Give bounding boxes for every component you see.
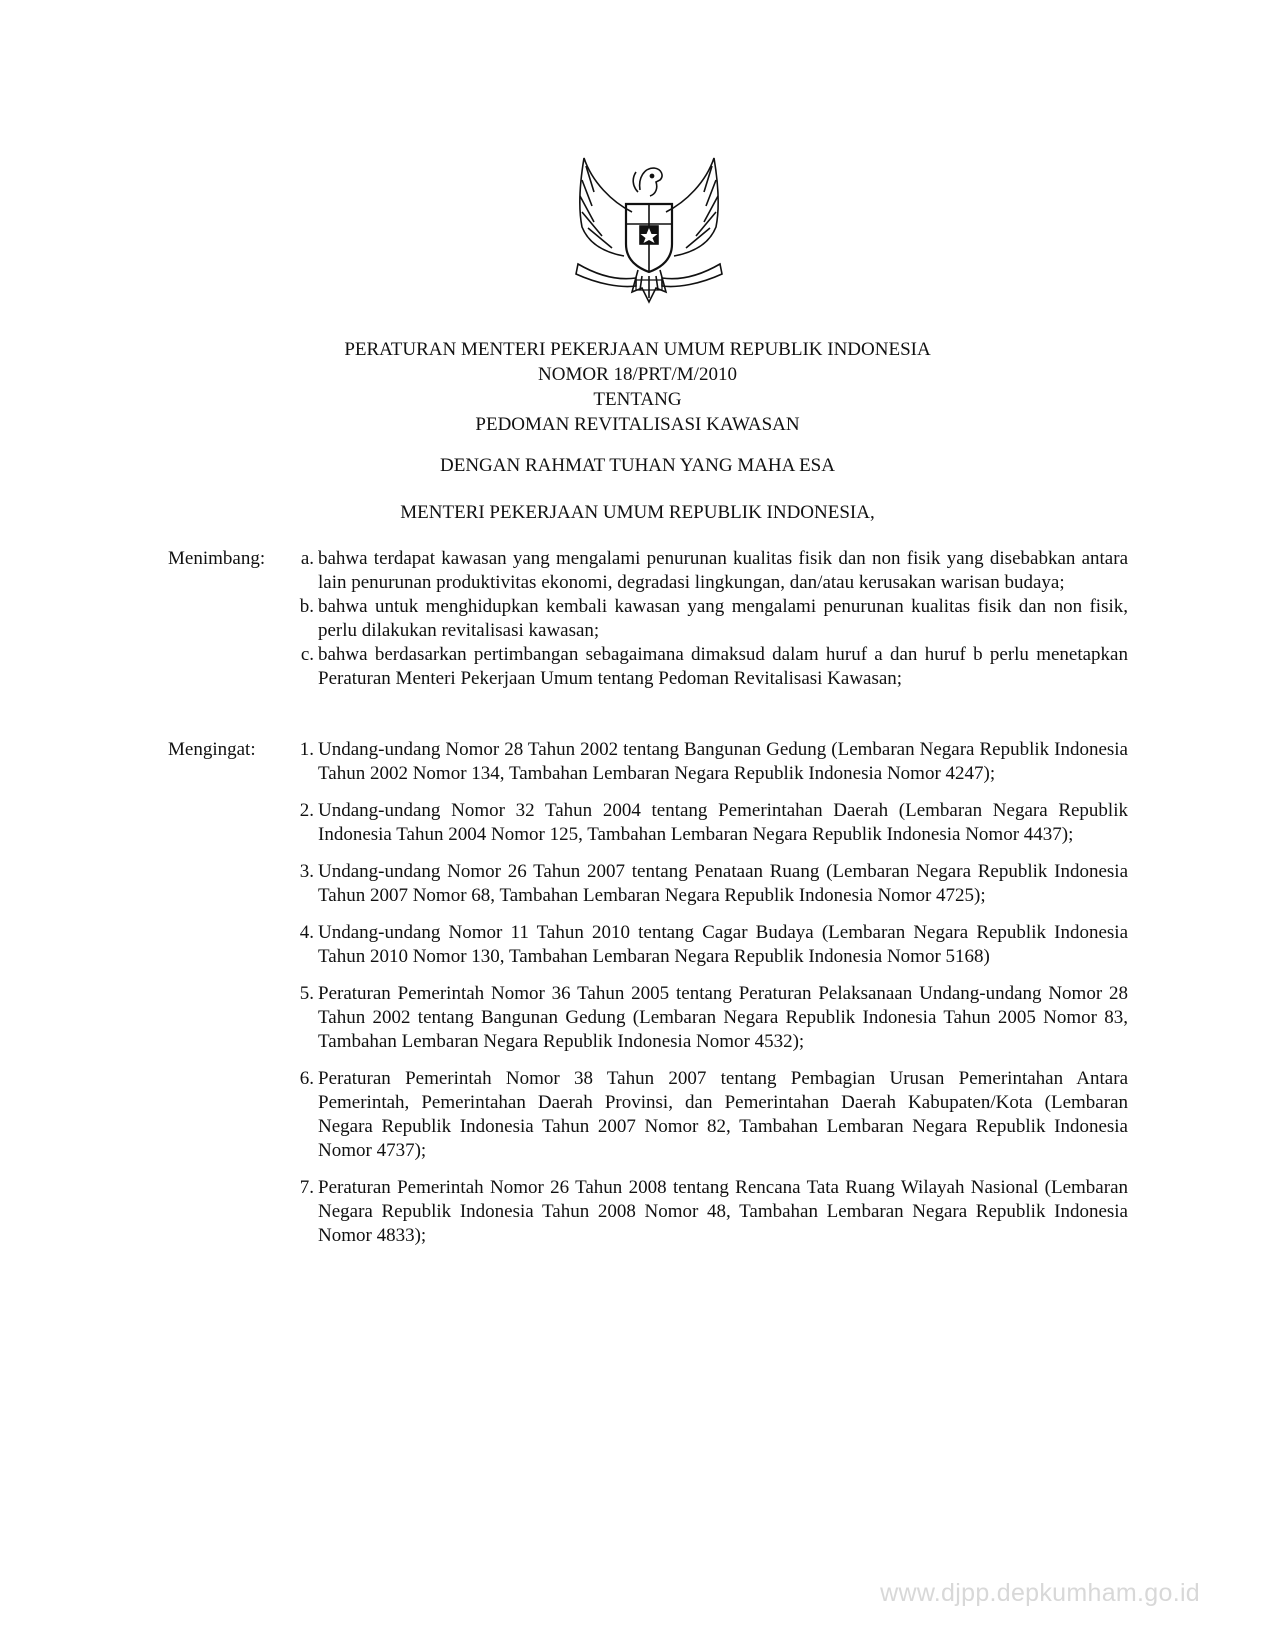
list-item-text: Undang-undang Nomor 11 Tahun 2010 tentang Cagar Budaya (Lembaran Negara Republik Indonesia Tahun 2010 Nomor 130, Tambahan Lembaran Negara Republik Indonesia Nomor 5168) [318, 922, 1128, 967]
list-marker: b. [299, 596, 314, 617]
garuda-pancasila-emblem-icon [572, 152, 726, 310]
list-item [299, 860, 1128, 908]
list-item-text: Peraturan Pemerintah Nomor 38 Tahun 2007 tentang Pembagian Urusan Pemerintahan Antara Pemerintah, Pemerintahan Daerah Provinsi, dan Pemerintahan Daerah Kabupaten/Kota (Lembaran Negara Republik Indonesia Tahun 2007 Nomor 82, Tambahan Lembaran Negara Republik Indonesia Nomor 4737); [318, 1068, 1128, 1161]
list-marker: 5. [299, 983, 314, 1004]
list-marker: c. [300, 644, 314, 665]
list-item [299, 738, 1128, 786]
list-marker: 6. [299, 1068, 314, 1089]
invocation: DENGAN RAHMAT TUHAN YANG MAHA ESA [440, 455, 835, 476]
list-item-text: Undang-undang Nomor 32 Tahun 2004 tentang Pemerintahan Daerah (Lembaran Negara Republik Indonesia Tahun 2004 Nomor 125, Tambahan Lembaran Negara Republik Indonesia Nomor 4437); [318, 800, 1128, 845]
list-item [299, 595, 1128, 643]
watermark-url: www.djpp.depkumham.go.id [880, 1579, 1200, 1607]
list-marker: 4. [299, 922, 314, 943]
title-line-number: NOMOR 18/PRT/M/2010 [538, 364, 737, 385]
title-line-1: PERATURAN MENTERI PEKERJAAN UMUM REPUBLIK INDONESIA [344, 339, 931, 360]
list-item-text: Peraturan Pemerintah Nomor 26 Tahun 2008 tentang Rencana Tata Ruang Wilayah Nasional (Lembaran Negara Republik Indonesia Tahun 2008 Nomor 48, Tambahan Lembaran Negara Republik Indonesia Nomor 4833); [318, 1177, 1128, 1246]
list-item [299, 1067, 1128, 1163]
title-line-subject: PEDOMAN REVITALISASI KAWASAN [475, 414, 800, 435]
list-item-text: Undang-undang Nomor 28 Tahun 2002 tentang Bangunan Gedung (Lembaran Negara Republik Indonesia Tahun 2002 Nomor 134, Tambahan Lembaran Negara Republik Indonesia Nomor 4247); [318, 739, 1128, 784]
regulation-title [0, 337, 1275, 437]
list-item [299, 982, 1128, 1054]
list-marker: 2. [299, 800, 314, 821]
menimbang-label: Menimbang: [168, 548, 266, 569]
list-marker: 1. [299, 739, 314, 760]
minister-heading: MENTERI PEKERJAAN UMUM REPUBLIK INDONESIA, [400, 502, 875, 523]
list-item [300, 547, 1128, 595]
mengingat-section [168, 738, 1128, 1248]
list-marker: a. [300, 548, 314, 569]
mengingat-label: Mengingat: [168, 739, 256, 760]
list-item-text: Peraturan Pemerintah Nomor 36 Tahun 2005 tentang Peraturan Pelaksanaan Undang-undang Nomor 28 Tahun 2002 tentang Bangunan Gedung (Lembaran Negara Republik Indonesia Tahun 2005 Nomor 83, Tambahan Lembaran Negara Republik Indonesia Nomor 4532); [318, 983, 1128, 1052]
list-item-text: bahwa terdapat kawasan yang mengalami penurunan kualitas fisik dan non fisik yang disebabkan antara lain penurunan produktivitas ekonomi, degradasi lingkungan, dan/atau kerusakan warisan budaya; [318, 548, 1128, 593]
list-marker: 3. [299, 861, 314, 882]
list-item-text: Undang-undang Nomor 26 Tahun 2007 tentang Penataan Ruang (Lembaran Negara Republik Indonesia Tahun 2007 Nomor 68, Tambahan Lembaran Negara Republik Indonesia Nomor 4725); [318, 861, 1128, 906]
list-item [299, 1176, 1128, 1248]
list-item [299, 799, 1128, 847]
list-item-text: bahwa untuk menghidupkan kembali kawasan yang mengalami penurunan kualitas fisik dan non fisik, perlu dilakukan revitalisasi kawasan; [318, 596, 1128, 641]
title-line-about: TENTANG [593, 389, 682, 410]
list-item [300, 643, 1128, 691]
list-item [299, 921, 1128, 969]
list-item-text: bahwa berdasarkan pertimbangan sebagaimana dimaksud dalam huruf a dan huruf b perlu menetapkan Peraturan Menteri Pekerjaan Umum tentang Pedoman Revitalisasi Kawasan; [318, 644, 1128, 689]
menimbang-section [168, 547, 1128, 691]
list-marker: 7. [299, 1177, 314, 1198]
